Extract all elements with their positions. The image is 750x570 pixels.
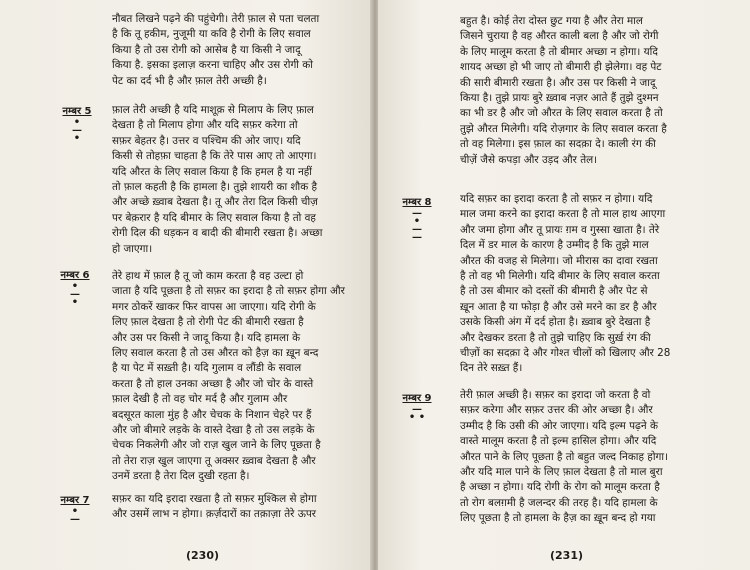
- entry-number-6: नम्बर 6: [60, 270, 90, 281]
- geomantic-symbol-6: • — •: [70, 281, 80, 308]
- geomantic-symbol-8: — • — —: [412, 208, 422, 243]
- page-number-left: (230): [186, 549, 220, 562]
- entry-number-9: नम्बर 9: [402, 393, 432, 404]
- entry-number-7: नम्बर 7: [60, 495, 90, 506]
- geomantic-symbol-7: • —: [70, 506, 80, 525]
- entry-text-6: तेरे हाथ में फ़ाल है तू जो काम करता है वह उल्टा हो जाता है यदि पूछता है तो सफ़र का इरादा है तो सफ़र होगा और मगर ठोकरें खाकर फिर वापस आ जाएगा। यदि रोगी के लिए फ़ाल देखता है तो रोगी पेट की बीमारी रखता है और उस पर किसी ने जादू किया है। यदि हामला के लिए सवाल करता है तो उस औरत को हैज़ का ख़ून बन्द है या पेट में सख़्ती है। यदि गुलाम व लौंडी के सवाल करता है तो हाल उनका अच्छा है और जो चोर के वास्ते फ़ाल देखी है तो वह चोर मर्द है और गुलाम और बदसूरत काला मुंह है और चेचक के निशान चेहरे पर हैं और जो बीमारे लड़के के वास्ते देखा है तो उस लड़के के चेचक निकलेगी और जो राज़ खुल जाने के लिए पूछता है तो तेरा राज़ खुल जाएगा तू अक्सर ख़्वाब देखता है और उनमें डरता है तेरा दिल दुखी रहता है।: [112, 270, 345, 483]
- geomantic-symbol-5: • — •: [72, 117, 82, 144]
- right-top-text: बहुत है। कोई तेरा दोस्त छुट गया है और तेरा माल जिसने चुराया है वह औरत काली बला है और जो रोगी के लिए मालूम करता है तो बीमार अच्छा न होगा। यदि शायद अच्छा हो भी जाए तो बीमारी ही झेलेगा। वह पेट की सारी बीमारी रखता है। और उस पर किसी ने जादू किया है। तुझे प्रायः बुरे ख़्वाब नज़र आते हैं तुझे दुश्मन का भी डर है और जो औरत के लिए सवाल करता है तो तुझे औरत मिलेगी। यदि रोज़गार के लिए सवाल करता है तो वह मिलेगा। इस फ़ाल का सदक़ा दे। काली रंग की चीज़ें जैसे कपड़ा और उड़द और तेल।: [460, 15, 667, 166]
- entry-number-5: नम्बर 5: [62, 106, 92, 117]
- left-top-text: नौबत लिखने पढ़ने की पहुंचेगी। तेरी फ़ाल से पता चलता है कि तू हकीम, नुजूमी या कवि है रोगी के लिए सवाल किया है तो उस रोगी को आसेब है या किसी ने जादू किया है. इसका इलाज़ करना चाहिए और उस रोगी को पेट का दर्द भी है और फ़ाल तेरी अच्छी है।: [112, 13, 320, 87]
- entry-number-8: नम्बर 8: [402, 197, 432, 208]
- left-page: [0, 0, 372, 570]
- entry-text-7: सफ़र का यदि इरादा रखता है तो सफ़र मुश्किल से होगा और उसमें लाभ न होगा। क़र्ज़दारों का तक़ाज़ा तेरे ऊपर: [112, 493, 317, 521]
- entry-text-8: यदि सफ़र का इरादा करता है तो सफ़र न होगा। यदि माल जमा करने का इरादा करता है तो माल हाथ आएगा और जमा होगा और तू प्रायः ग़म व गुस्सा खाता है। तेरे दिल में डर माल के कारण है उम्मीद है कि तुझे माल औरत की वजह से मिलेगा। जो मीरास का दावा रखता है तो वह भी मिलेगी। यदि बीमार के लिए सवाल करता है तो उस बीमार को दस्तों की बीमारी है और पेट से ख़ून आता है या फोड़ा है और उसे मरने का डर है और उसके किसी अंग में दर्द होता है। ख़्वाब बुरे देखता है और देखकर डरता है तो तुझे चाहिए कि सुर्ख़ रंग की चीज़ों का सदक़ा दे और गोश्त चीलों को खिलाए और 28 दिन तेरे सख़्त हैं।: [460, 193, 671, 375]
- entry-label-7: [48, 492, 102, 524]
- entry-label-8: [390, 194, 444, 242]
- entry-text-5: फ़ाल तेरी अच्छी है यदि माशूक़ से मिलाप के लिए फ़ाल देखता है तो मिलाप होगा और यदि सफ़र करेगा तो सफ़र बेहतर है। उत्तर व पश्चिम की ओर जाए। यदि किसी से तोहफ़ा चाहता है कि तेरे पास आए तो आएगा। यदि औरत के लिए सवाल किया है कि हमल है या नहीं तो फ़ाल कहती है कि हामला है। तुझे शायरी का शौक है और अच्छे ख़्वाब देखता है। तू और तेरा दिल किसी चीज़ पर बेक़रार है यदि बीमार के लिए सवाल किया है तो वह रोगी दिल की धड़कन व बादी की बीमारी रखता है। अच्छा हो जाएगा।: [112, 104, 323, 255]
- page-number-right: (231): [550, 549, 584, 562]
- right-page: [378, 0, 750, 570]
- entry-text-9: तेरी फ़ाल अच्छी है। सफ़र का इरादा जो करता है वो सफ़र करेगा और सफ़र उत्तर की ओर अच्छा है। और उम्मीद है कि उसी की ओर जाएगा। यदि इल्म पढ़ने के वास्ते मालूम करता है तो इल्म हासिल होगा। और यदि औरत पाने के लिए पूछता है तो बहुत जल्द निकाह होगा। और यदि माल पाने के लिए फ़ाल देखता है तो माल बुरा है अच्छा न होगा। यदि रोगी के रोग को मालूम करता है तो रोग बलग़मी है जलन्दर की तरह है। यदि हामला के लिए पूछता है तो हामला के हैज़ का ख़ून बन्द हो गया: [460, 389, 668, 525]
- entry-label-9: [390, 390, 444, 422]
- geomantic-symbol-9: — • •: [408, 404, 426, 423]
- entry-label-6: [48, 267, 102, 307]
- entry-label-5: [50, 103, 104, 143]
